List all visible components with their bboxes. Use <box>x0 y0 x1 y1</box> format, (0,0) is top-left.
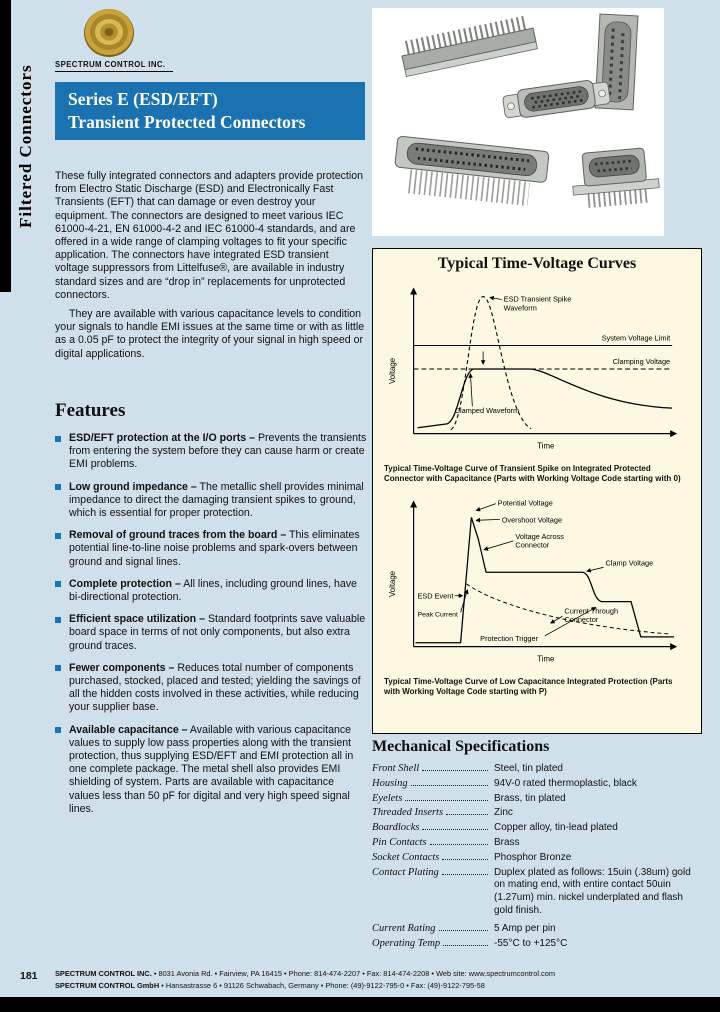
connector-right-angle <box>570 147 660 202</box>
spec-label: Current Rating <box>372 922 436 934</box>
leader-dots <box>439 930 489 931</box>
spec-label: Housing <box>372 777 408 789</box>
page-number: 181 <box>20 970 38 982</box>
spec-label: Front Shell <box>372 763 420 774</box>
potential-voltage-arrow <box>476 504 496 511</box>
product-photo <box>372 8 664 236</box>
spec-label: Operating Temp <box>372 937 441 949</box>
footer-line-1 <box>55 968 710 980</box>
feature-item-4 <box>55 578 367 604</box>
current-through-label-1: Current Through <box>564 606 619 616</box>
footer-contact-de: • Hansastrasse 6 • 91126 Schwabach, Germany • Phone: (49)-9122-795-0 • Fax: (49)-9122-795-58 <box>159 981 485 990</box>
feature-lead: Removal of ground traces from the board – <box>69 529 287 542</box>
clamped-waveform-curve <box>418 369 673 428</box>
spec-value: Duplex plated as follows: 15uin (.38um) gold on mating end, with entire contact 50uin (1.27um) min. nickel underplated and flash gold finish. <box>494 866 691 916</box>
spectrum-logo <box>55 8 185 72</box>
features-heading: Features <box>55 400 126 421</box>
intro-paragraph-2: They are available with various capacitance levels to condition your signals to handle EMI issues at the same time or with as little as a 0.05 pF to protect the integrity of your signal in high speed or digital applications. <box>55 308 365 360</box>
spectrum-logo-icon <box>83 8 135 58</box>
current-through-label-2: Connector <box>564 615 599 625</box>
chart1-caption: Typical Time-Voltage Curve of Transient Spike on Integrated Protected Connector with Capacitance (Parts with Working Voltage Code starting with 0) <box>384 464 681 483</box>
feature-lead: Efficient space utilization – <box>69 613 205 626</box>
chart-panel-title: Typical Time-Voltage Curves <box>437 255 637 272</box>
leader-dots <box>442 874 488 875</box>
spec-value: Brass <box>494 836 520 848</box>
connector-dsub-15 <box>502 78 611 120</box>
intro-paragraph-1: These fully integrated connectors and adapters provide protection from Electro Static Discharge (ESD) and Electronically Fast Transients (EFT) that can damage or even destroy your equipment. The connectors are designed to meet various IEC 61000-4-21, EN 61000-4-2 and IEC 61000-4 standards, and are offered in a wide range of clamping voltages to fit your specific application. The connectors have integrated ESD transient voltage suppressors from Littelfuse®, are available in industry standard sizes and are “drop in” replacements for unprotected connectors. <box>55 170 363 301</box>
spec-label: Contact Plating <box>372 866 439 878</box>
spec-label: Threaded Inserts <box>372 807 444 819</box>
side-tab-label: Filtered Connectors <box>16 64 35 228</box>
leader-dots <box>446 814 488 815</box>
spec-label: Boardlocks <box>372 822 420 834</box>
leader-dots <box>442 859 488 860</box>
bottom-black-bar <box>0 997 720 1012</box>
feature-item-2 <box>55 481 367 521</box>
bullet-square-icon <box>55 617 61 623</box>
esd-event-label: ESD Event <box>417 591 454 601</box>
esd-spike-arrow <box>490 298 502 300</box>
feature-lead: Available capacitance – <box>69 723 188 736</box>
clamp-voltage-arrow <box>587 567 604 571</box>
clamped-waveform-arrow <box>470 374 472 406</box>
y-axis-label: Voltage <box>388 357 397 385</box>
potential-voltage-label: Potential Voltage <box>497 498 553 508</box>
spec-label: Pin Contacts <box>372 836 427 848</box>
banner-line1: Series E (ESD/EFT) <box>68 89 218 109</box>
spec-value: 94V-0 rated thermoplastic, black <box>494 777 637 789</box>
leader-dots <box>422 770 488 771</box>
system-voltage-limit-label: System Voltage Limit <box>601 333 671 343</box>
connector-dsub-37 <box>393 136 549 196</box>
voltage-across-label-2: Connector <box>515 540 550 550</box>
side-tab-black-bar <box>0 0 11 292</box>
spec-value: Zinc <box>494 807 513 819</box>
feature-item-5 <box>55 613 367 653</box>
spec-value: Brass, tin plated <box>494 792 566 804</box>
mech-specs-heading: Mechanical Specifications <box>372 738 550 755</box>
feature-item-7 <box>55 724 367 816</box>
features-list <box>55 432 367 825</box>
feature-lead: Complete protection – <box>69 577 181 590</box>
x-axis-label: Time <box>537 654 555 664</box>
leader-dots <box>430 844 488 845</box>
feature-item-1 <box>55 432 367 472</box>
spec-label: Socket Contacts <box>372 851 440 863</box>
title-banner <box>55 82 365 140</box>
feature-text: All lines, including ground lines, have bi-directional protection. <box>69 577 357 604</box>
footer-contact-us: • 8031 Avonia Rd. • Fairview, PA 16415 • Phone: 814-474-2207 • Fax: 814-474-2208 • Web site: www.spectrumcontrol.com <box>151 969 555 978</box>
bullet-square-icon <box>55 581 61 587</box>
spec-row-boardlocks <box>372 822 704 835</box>
feature-lead: Low ground impedance – <box>69 480 197 493</box>
leader-dots <box>411 785 488 786</box>
footer-line-2 <box>55 980 710 992</box>
feature-text: Available with various capacitance values to supply low pass properties along with the transient protection, thus supplying ESD/EFT and EMI protection all in one complete package. The metal shell also provides EMI shielding of system. Parts are available with capacitance values less than 50 pF for digital and very high speed signal lines. <box>69 723 354 815</box>
feature-item-3 <box>55 529 367 569</box>
spec-value: 5 Amp per pin <box>494 922 556 934</box>
x-axis-label: Time <box>537 441 555 451</box>
overshoot-voltage-arrow <box>476 519 500 520</box>
spec-row-operating-temp <box>372 938 704 951</box>
voltage-across-arrow <box>484 541 513 550</box>
feature-text: Standard footprints save valuable board space in terms of not only components, but also extra ground traces. <box>69 613 366 652</box>
bullet-square-icon <box>55 665 61 671</box>
esd-spike-label-2: Waveform <box>503 303 537 313</box>
peak-current-label: Peak Current <box>417 611 458 619</box>
footer <box>55 968 710 992</box>
esd-spike-label-1: ESD Transient Spike <box>503 294 572 304</box>
bullet-square-icon <box>55 727 61 733</box>
clamp-voltage-label: Clamp Voltage <box>605 558 654 568</box>
leader-dots <box>405 800 488 801</box>
spec-row-current-rating <box>372 923 704 936</box>
feature-lead: ESD/EFT protection at the I/O ports – <box>69 432 255 444</box>
y-axis-label: Voltage <box>388 570 397 598</box>
spec-row-socket-contacts <box>372 852 704 865</box>
bullet-square-icon <box>55 436 61 442</box>
intro-text <box>55 170 365 361</box>
spec-value: -55°C to +125°C <box>494 937 568 949</box>
spec-row-pin-contacts <box>372 837 704 850</box>
chart2-caption: Typical Time-Voltage Curve of Low Capacitance Integrated Protection (Parts with Working Voltage Code starting with P) <box>384 677 673 696</box>
time-voltage-curves-panel <box>372 248 702 734</box>
feature-item-6 <box>55 662 367 715</box>
protection-trigger-label: Protection Trigger <box>480 633 539 643</box>
clamping-voltage-label: Clamping Voltage <box>612 357 671 367</box>
spec-row-contact-plating <box>372 867 704 918</box>
bullet-square-icon <box>55 533 61 539</box>
spec-row-threaded-inserts <box>372 807 704 820</box>
footer-company-us: SPECTRUM CONTROL INC. <box>55 969 152 978</box>
spec-row-housing <box>372 778 704 791</box>
time-voltage-chart-2 <box>380 488 692 676</box>
logo-text: SPECTRUM CONTROL INC. <box>55 60 173 72</box>
banner-line2: Transient Protected Connectors <box>68 112 306 132</box>
feature-text: Prevents the transients from entering the system before they can cause harm or create EMI problems. <box>69 432 367 471</box>
spec-row-eyelets <box>372 793 704 806</box>
spec-value: Steel, tin plated <box>494 763 563 774</box>
overshoot-voltage-label: Overshoot Voltage <box>501 515 563 525</box>
clamped-waveform-label: Clamped Waveform <box>454 406 520 416</box>
feature-text: This eliminates potential line-to-line noise problems and spark-overs between ground and signal lines. <box>69 529 360 568</box>
spec-label: Eyelets <box>372 792 403 804</box>
spec-row-front-shell <box>372 763 704 776</box>
voltage-across-label-1: Voltage Across <box>515 531 564 541</box>
spec-value: Phosphor Bronze <box>494 851 572 863</box>
footer-company-de: SPECTRUM CONTROL GmbH <box>55 981 160 990</box>
feature-lead: Fewer components – <box>69 661 175 674</box>
spec-value: Copper alloy, tin-lead plated <box>494 822 618 834</box>
leader-dots <box>422 829 488 830</box>
connector-pin-header <box>401 21 538 76</box>
leader-dots <box>443 945 488 946</box>
feature-text: The metallic shell provides minimal impedance to direct the damaging transient spikes to ground, which is essential for proper protection. <box>69 480 364 520</box>
feature-text: Reduces total number of components purchased, stocked, placed and tested; yielding the savings of all the hidden costs involved in these activities, while reducing your supplier base. <box>69 661 361 714</box>
connectors-photo <box>372 8 664 236</box>
mech-specs-list <box>372 763 704 952</box>
time-voltage-chart-1 <box>380 275 692 463</box>
bullet-square-icon <box>55 484 61 490</box>
